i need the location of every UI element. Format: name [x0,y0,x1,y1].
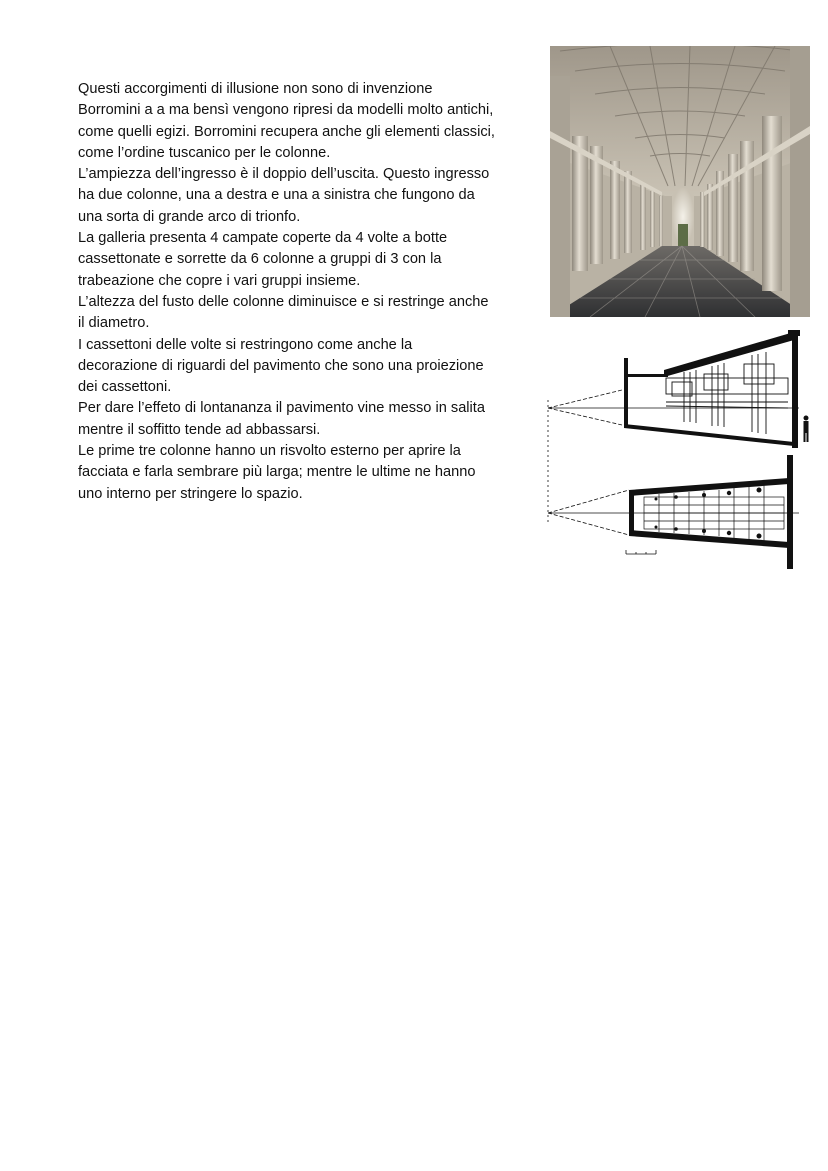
text-line: La galleria presenta 4 campate coperte da 4 volte a botte [78,230,448,247]
text-line: Le prime tre colonne hanno un risvolto esterno per aprire la [78,443,461,460]
text-line: come l’ordine tuscanico per le colonne. [78,144,331,161]
body-text [78,79,538,505]
text-line: Borromini a a ma bensì vengono ripresi da modelli molto antichi, [78,102,494,119]
text-line: I cassettoni delle volte si restringono come anche la [78,336,413,353]
text-line: ha due colonne, una a destra e una a sinistra che fungono da [78,187,475,204]
text-line: L’altezza del fusto delle colonne diminuisce e si restringe anche [78,293,489,310]
text-line: trabeazione che copre i vari gruppi insieme. [78,272,361,289]
text-line: cassettonate e sorrette da 6 colonne a gruppi di 3 con la [78,251,442,268]
gallery-photo [550,46,810,317]
text-line: L’ampiezza dell’ingresso è il doppio dell’uscita. Questo ingresso [78,166,490,183]
text-line: Per dare l’effeto di lontananza il pavimento vine messo in salita [78,400,485,417]
text-line: il diametro. [78,315,150,332]
text-line: Questi accorgimenti di illusione non sono di invenzione [78,81,433,97]
section-plan-drawing [544,330,816,570]
text-line: una sorta di grande arco di trionfo. [78,208,301,225]
text-line: facciata e farla sembrare più larga; mentre le ultime ne hanno [78,464,476,481]
text-line: come quelli egizi. Borromini recupera anche gli elementi classici, [78,123,495,140]
text-line: uno interno per stringere lo spazio. [78,485,303,502]
text-line: decorazione di riguardi del pavimento che sono una proiezione [78,357,484,374]
text-line: dei cassettoni. [78,379,172,396]
text-line: mentre il soffitto tende ad abbassarsi. [78,421,321,438]
